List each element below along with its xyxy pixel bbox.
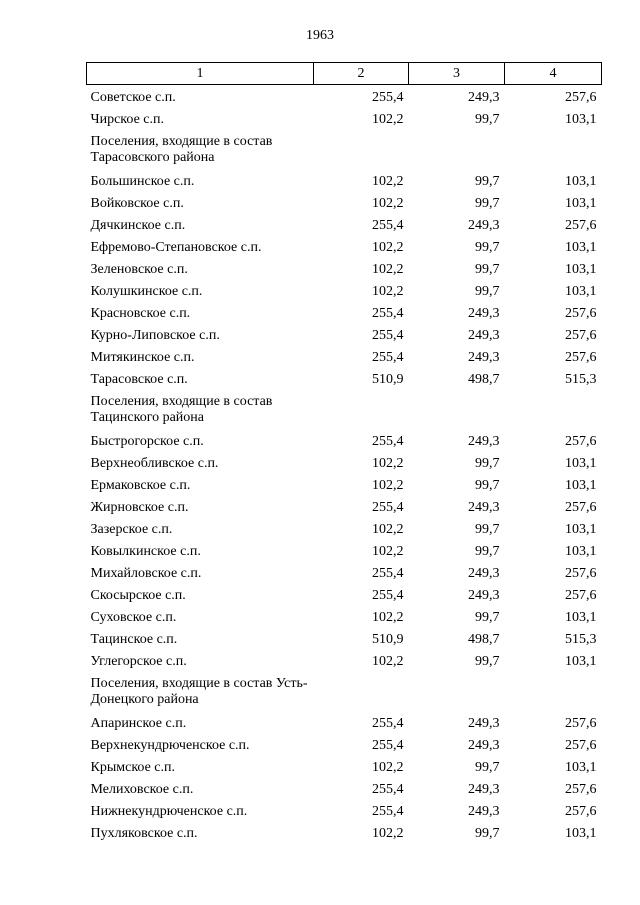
table-row — [87, 541, 602, 563]
empty-cell — [314, 391, 409, 431]
table-row — [87, 237, 602, 259]
value-col-2: 510,9 — [372, 632, 404, 647]
value-col-2: 102,2 — [372, 478, 404, 493]
value-col-2: 102,2 — [372, 284, 404, 299]
value-col-3: 249,3 — [468, 434, 500, 449]
empty-cell — [505, 391, 602, 431]
settlement-name: Войковское с.п. — [90, 196, 184, 211]
table-row — [87, 259, 602, 281]
value-col-4: 257,6 — [565, 350, 597, 365]
page-number: 1963 — [306, 28, 334, 43]
value-col-2: 255,4 — [372, 328, 404, 343]
empty-cell — [505, 673, 602, 713]
table-row — [87, 303, 602, 325]
settlement-name: Зеленовское с.п. — [90, 262, 188, 277]
settlement-name: Большинское с.п. — [90, 174, 195, 189]
value-col-2: 255,4 — [372, 738, 404, 753]
value-col-2: 255,4 — [372, 500, 404, 515]
value-col-2: 102,2 — [372, 196, 404, 211]
section-heading-row — [87, 673, 602, 713]
settlement-name: Мелиховское с.п. — [90, 782, 194, 797]
settlement-name: Апаринское с.п. — [90, 716, 187, 731]
value-col-3: 99,7 — [475, 478, 500, 493]
table-header-row — [87, 63, 602, 85]
value-col-2: 510,9 — [372, 372, 404, 387]
value-col-2: 102,2 — [372, 610, 404, 625]
settlement-name: Ермаковское с.п. — [90, 478, 191, 493]
table-row — [87, 823, 602, 845]
value-col-4: 103,1 — [565, 240, 597, 255]
value-col-3: 99,7 — [475, 284, 500, 299]
value-col-3: 249,3 — [468, 90, 500, 105]
value-col-3: 99,7 — [475, 760, 500, 775]
value-col-3: 249,3 — [468, 306, 500, 321]
table-row — [87, 347, 602, 369]
column-header-1: 1 — [87, 63, 314, 85]
value-col-2: 102,2 — [372, 174, 404, 189]
value-col-2: 102,2 — [372, 456, 404, 471]
value-col-4: 103,1 — [565, 522, 597, 537]
value-col-2: 102,2 — [372, 760, 404, 775]
value-col-4: 103,1 — [565, 174, 597, 189]
table-row — [87, 453, 602, 475]
value-col-3: 249,3 — [468, 350, 500, 365]
value-col-4: 257,6 — [565, 804, 597, 819]
table-row — [87, 281, 602, 303]
settlement-name: Верхнеобливское с.п. — [90, 456, 219, 471]
value-col-4: 257,6 — [565, 218, 597, 233]
settlement-name: Пухляковское с.п. — [90, 826, 198, 841]
value-col-2: 102,2 — [372, 826, 404, 841]
section-heading-row — [87, 131, 602, 171]
value-col-3: 498,7 — [468, 372, 500, 387]
table-body — [87, 85, 602, 846]
column-header-3: 3 — [409, 63, 505, 85]
value-col-4: 103,1 — [565, 456, 597, 471]
table-row — [87, 651, 602, 673]
value-col-3: 99,7 — [475, 174, 500, 189]
table-row — [87, 431, 602, 453]
value-col-3: 249,3 — [468, 738, 500, 753]
table-row — [87, 585, 602, 607]
value-col-4: 515,3 — [565, 372, 597, 387]
empty-cell — [409, 673, 505, 713]
section-heading: Поселения, входящие в состав Тарасовского района — [90, 134, 273, 165]
value-col-2: 255,4 — [372, 350, 404, 365]
column-header-4: 4 — [505, 63, 602, 85]
settlement-name: Красновское с.п. — [90, 306, 191, 321]
table-row — [87, 629, 602, 651]
value-col-4: 257,6 — [565, 434, 597, 449]
value-col-2: 102,2 — [372, 240, 404, 255]
value-col-3: 99,7 — [475, 262, 500, 277]
settlement-name: Курно-Липовское с.п. — [90, 328, 220, 343]
settlement-name: Зазерское с.п. — [90, 522, 173, 537]
value-col-2: 255,4 — [372, 566, 404, 581]
settlement-name: Крымское с.п. — [90, 760, 175, 775]
value-col-2: 102,2 — [372, 112, 404, 127]
settlement-name: Быстрогорское с.п. — [90, 434, 204, 449]
settlements-table — [86, 62, 602, 845]
value-col-3: 249,3 — [468, 328, 500, 343]
value-col-3: 99,7 — [475, 826, 500, 841]
value-col-4: 257,6 — [565, 306, 597, 321]
value-col-4: 257,6 — [565, 738, 597, 753]
settlement-name: Колушкинское с.п. — [90, 284, 203, 299]
value-col-2: 255,4 — [372, 218, 404, 233]
value-col-4: 103,1 — [565, 284, 597, 299]
value-col-3: 249,3 — [468, 566, 500, 581]
value-col-3: 99,7 — [475, 240, 500, 255]
value-col-2: 102,2 — [372, 522, 404, 537]
value-col-4: 103,1 — [565, 262, 597, 277]
settlement-name: Михайловское с.п. — [90, 566, 202, 581]
settlement-name: Ефремово-Степановское с.п. — [90, 240, 262, 255]
table-row — [87, 713, 602, 735]
table-row — [87, 801, 602, 823]
table-row — [87, 369, 602, 391]
value-col-2: 255,4 — [372, 90, 404, 105]
empty-cell — [314, 131, 409, 171]
settlement-name: Верхнекундрюченское с.п. — [90, 738, 250, 753]
value-col-3: 249,3 — [468, 500, 500, 515]
value-col-4: 515,3 — [565, 632, 597, 647]
value-col-3: 99,7 — [475, 112, 500, 127]
table-row — [87, 171, 602, 193]
value-col-4: 103,1 — [565, 544, 597, 559]
table-row — [87, 193, 602, 215]
value-col-4: 257,6 — [565, 588, 597, 603]
settlement-name: Чирское с.п. — [90, 112, 164, 127]
table-row — [87, 497, 602, 519]
value-col-2: 255,4 — [372, 434, 404, 449]
table-row — [87, 563, 602, 585]
value-col-2: 102,2 — [372, 544, 404, 559]
value-col-2: 255,4 — [372, 782, 404, 797]
value-col-2: 102,2 — [372, 654, 404, 669]
settlement-name: Тарасовское с.п. — [90, 372, 188, 387]
settlement-name: Углегорское с.п. — [90, 654, 187, 669]
table-row — [87, 109, 602, 131]
table-row — [87, 779, 602, 801]
section-heading: Поселения, входящие в состав Тацинского района — [90, 394, 273, 425]
value-col-3: 99,7 — [475, 544, 500, 559]
settlement-name: Митякинское с.п. — [90, 350, 195, 365]
value-col-3: 99,7 — [475, 610, 500, 625]
table-row — [87, 735, 602, 757]
value-col-2: 255,4 — [372, 588, 404, 603]
table-row — [87, 85, 602, 110]
value-col-4: 257,6 — [565, 90, 597, 105]
empty-cell — [409, 131, 505, 171]
value-col-3: 99,7 — [475, 456, 500, 471]
value-col-4: 103,1 — [565, 196, 597, 211]
table-row — [87, 475, 602, 497]
section-heading: Поселения, входящие в состав Усть-Донецкого района — [90, 676, 308, 707]
settlement-name: Жирновское с.п. — [90, 500, 189, 515]
settlement-name: Дячкинское с.п. — [90, 218, 186, 233]
section-heading-row — [87, 391, 602, 431]
value-col-3: 249,3 — [468, 588, 500, 603]
value-col-4: 103,1 — [565, 478, 597, 493]
value-col-3: 249,3 — [468, 804, 500, 819]
value-col-4: 257,6 — [565, 500, 597, 515]
table-row — [87, 325, 602, 347]
settlement-name: Тацинское с.п. — [90, 632, 178, 647]
value-col-4: 103,1 — [565, 760, 597, 775]
value-col-3: 249,3 — [468, 716, 500, 731]
table-row — [87, 519, 602, 541]
value-col-4: 103,1 — [565, 112, 597, 127]
empty-cell — [409, 391, 505, 431]
value-col-3: 99,7 — [475, 654, 500, 669]
value-col-3: 249,3 — [468, 218, 500, 233]
value-col-4: 257,6 — [565, 716, 597, 731]
value-col-4: 103,1 — [565, 610, 597, 625]
settlement-name: Советское с.п. — [90, 90, 176, 105]
value-col-3: 99,7 — [475, 196, 500, 211]
value-col-4: 257,6 — [565, 328, 597, 343]
settlement-name: Нижнекундрюченское с.п. — [90, 804, 248, 819]
settlement-name: Скосырское с.п. — [90, 588, 186, 603]
value-col-3: 498,7 — [468, 632, 500, 647]
value-col-4: 257,6 — [565, 566, 597, 581]
value-col-2: 255,4 — [372, 804, 404, 819]
value-col-2: 255,4 — [372, 716, 404, 731]
table-row — [87, 215, 602, 237]
value-col-3: 99,7 — [475, 522, 500, 537]
table-row — [87, 607, 602, 629]
value-col-4: 103,1 — [565, 654, 597, 669]
value-col-2: 255,4 — [372, 306, 404, 321]
column-header-2: 2 — [314, 63, 409, 85]
value-col-4: 103,1 — [565, 826, 597, 841]
value-col-2: 102,2 — [372, 262, 404, 277]
value-col-4: 257,6 — [565, 782, 597, 797]
settlement-name: Ковылкинское с.п. — [90, 544, 201, 559]
table-row — [87, 757, 602, 779]
settlement-name: Суховское с.п. — [90, 610, 177, 625]
value-col-3: 249,3 — [468, 782, 500, 797]
empty-cell — [505, 131, 602, 171]
empty-cell — [314, 673, 409, 713]
